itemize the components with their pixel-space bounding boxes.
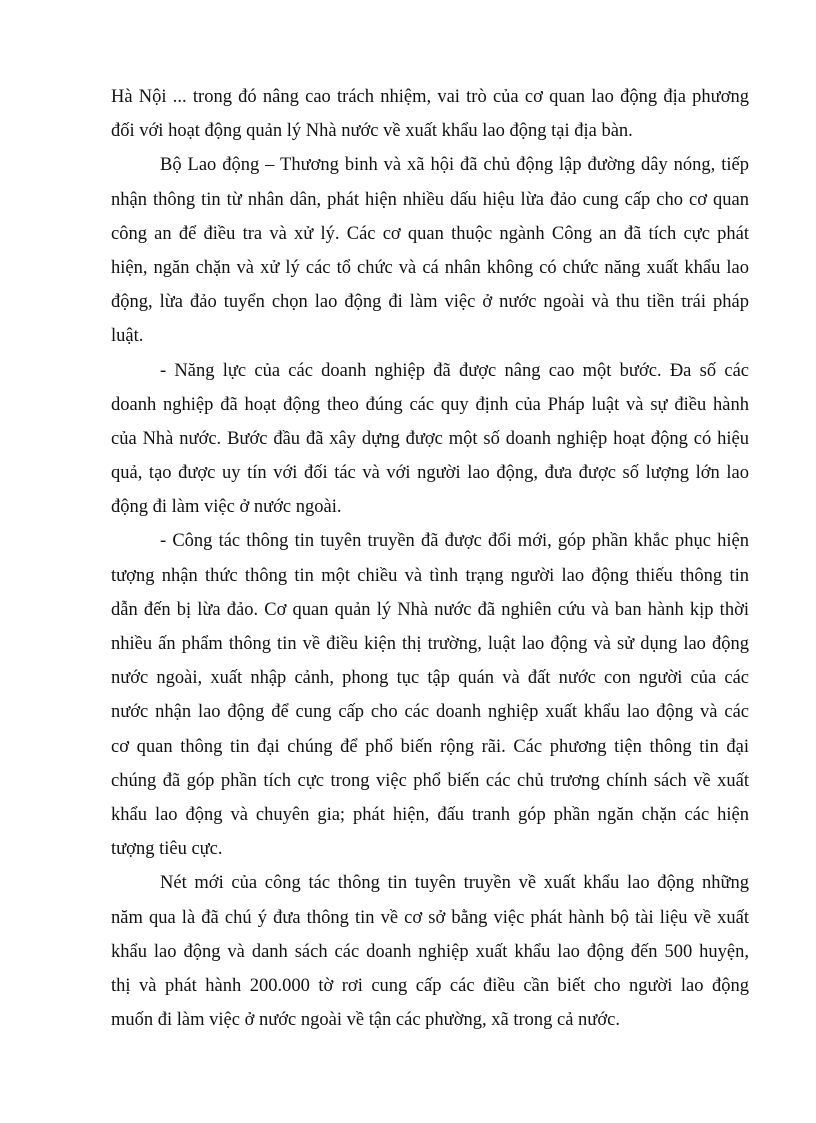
paragraph	[111, 524, 749, 866]
text-line: khẩu lao động và danh sách các doanh nghiệp xuất khẩu lao động đến 500 huyện,	[111, 941, 749, 962]
text-line: Hà Nội ... trong đó nâng cao trách nhiệm, vai trò của cơ quan lao động địa phương	[111, 87, 749, 107]
text-line: doanh nghiệp đã hoạt động theo đúng các quy định của Pháp luật và sự điều hành	[111, 394, 749, 415]
text-line: động, lừa đảo tuyển chọn lao động đi làm việc ở nước ngoài và thu tiền trái pháp	[111, 292, 749, 313]
text-line: luật.	[111, 326, 144, 347]
text-line: tượng tiêu cực.	[111, 839, 223, 860]
text-line: động đi làm việc ở nước ngoài.	[111, 497, 342, 518]
text-line: - Năng lực của các doanh nghiệp đã được nâng cao một bước. Đa số các	[160, 360, 749, 381]
text-line: hiện, ngăn chặn và xử lý các tổ chức và cá nhân không có chức năng xuất khẩu lao	[111, 257, 749, 278]
text-line: đối với hoạt động quản lý Nhà nước về xuất khẩu lao động tại địa bàn.	[111, 121, 633, 142]
paragraph	[111, 80, 749, 148]
text-line: năm qua là đã chú ý đưa thông tin về cơ sở bằng việc phát hành bộ tài liệu về xuất	[111, 907, 749, 928]
text-line: nhiều ấn phẩm thông tin về điều kiện thị trường, luật lao động và sử dụng lao động	[111, 634, 749, 654]
paragraph	[111, 354, 749, 525]
text-line: dẫn đến bị lừa đảo. Cơ quan quản lý Nhà nước đã nghiên cứu và ban hành kịp thời	[111, 599, 749, 620]
text-line: thị và phát hành 200.000 tờ rơi cung cấp các điều cần biết cho người lao động	[111, 975, 749, 996]
paragraph	[111, 866, 749, 1037]
text-line: Nét mới của công tác thông tin tuyên truyền về xuất khẩu lao động những	[160, 873, 749, 894]
paragraph	[111, 148, 749, 353]
text-line: tượng nhận thức thông tin một chiều và tình trạng người lao động thiếu thông tin	[111, 565, 749, 586]
text-line: nước ngoài, xuất nhập cảnh, phong tục tập quán và đất nước con người của các	[111, 668, 749, 689]
text-line: chúng đã góp phần tích cực trong việc phổ biến các chủ trương chính sách về xuất	[111, 770, 749, 791]
text-line: khẩu lao động và chuyên gia; phát hiện, đấu tranh góp phần ngăn chặn các hiện	[111, 804, 749, 825]
text-line: nước nhận lao động để cung cấp cho các doanh nghiệp xuất khẩu lao động và các	[111, 702, 749, 723]
text-line: của Nhà nước. Bước đầu đã xây dựng được một số doanh nghiệp hoạt động có hiệu	[111, 428, 749, 449]
text-line: nhận thông tin từ nhân dân, phát hiện nhiều dấu hiệu lừa đảo cung cấp cho cơ quan	[111, 189, 749, 210]
text-line: công an để điều tra và xử lý. Các cơ quan thuộc ngành Công an đã tích cực phát	[111, 223, 749, 244]
text-line: cơ quan thông tin đại chúng để phổ biến rộng rãi. Các phương tiện thông tin đại	[111, 736, 749, 757]
text-line: quả, tạo được uy tín với đối tác và với người lao động, đưa được số lượng lớn lao	[111, 463, 749, 484]
text-line: - Công tác thông tin tuyên truyền đã được đổi mới, góp phần khắc phục hiện	[160, 531, 749, 552]
text-line: muốn đi làm việc ở nước ngoài về tận các phường, xã trong cả nước.	[111, 1010, 620, 1031]
text-line: Bộ Lao động – Thương binh và xã hội đã chủ động lập đường dây nóng, tiếp	[160, 155, 749, 176]
document-page	[111, 80, 749, 1037]
